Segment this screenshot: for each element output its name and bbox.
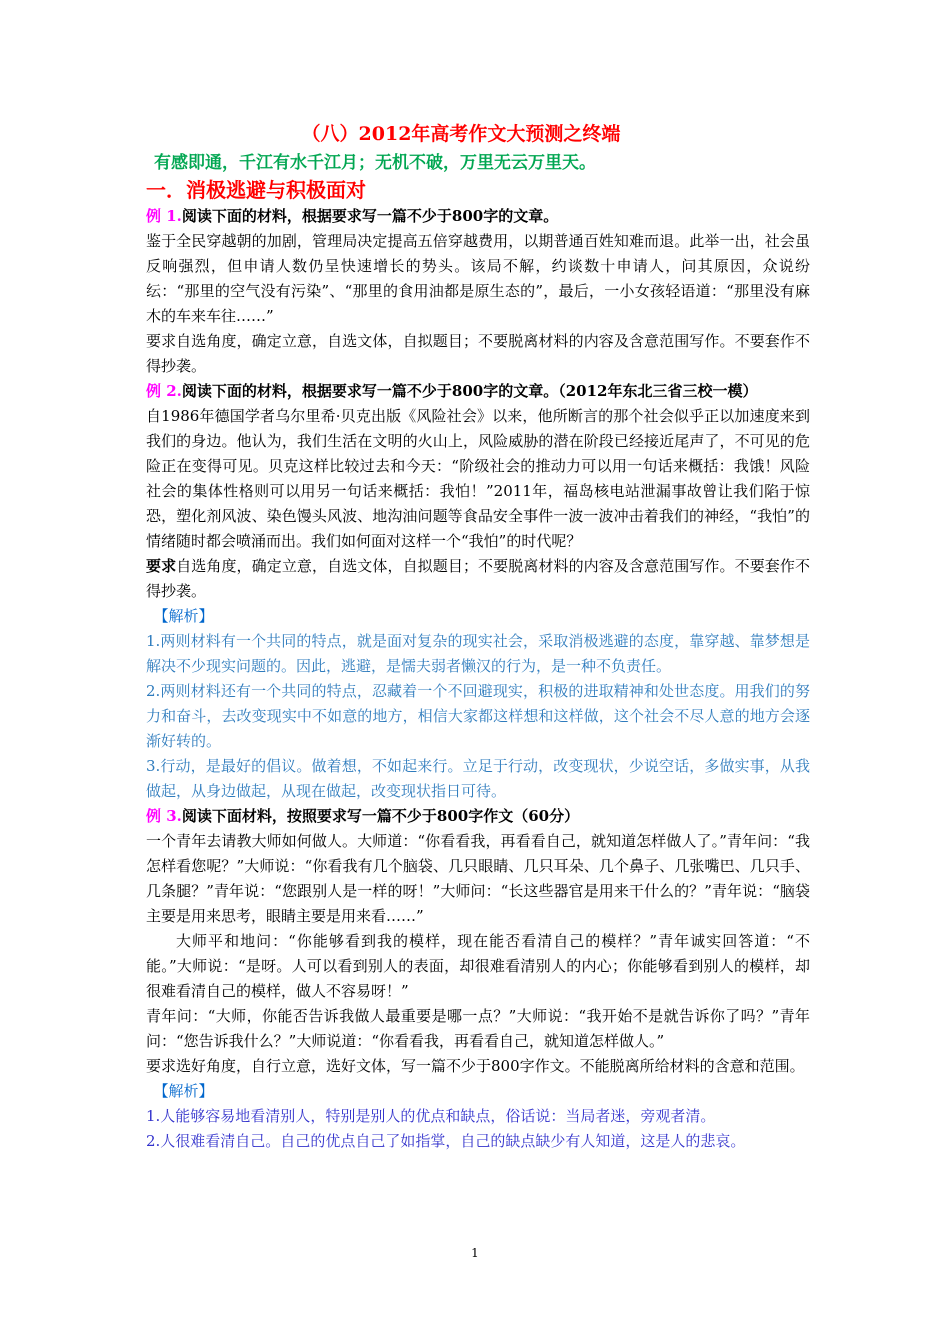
example-2-analysis-label: 【解析】 (153, 607, 214, 625)
page-number: 1 (471, 1246, 479, 1260)
example-3-analysis-label: 【解析】 (153, 1082, 214, 1100)
example-1-question-text: 阅读下面的材料，根据要求写一篇不少于800字的文章。 (181, 207, 559, 225)
example-1-material: 鉴于全民穿越朝的加剧，管理局决定提高五倍穿越费用，以期普通百姓知难而退。此举一出，社会虽反响强烈，但申请人数仍呈快速增长的势头。该局不解，约谈数十申请人，问其原因，众说纷纭：“那里的空气没有污染”、“那里的食用油都是原生态的”，最后，一小女孩轻语道：“那里没有麻木的车来车往……” (146, 232, 810, 325)
example-2-question-text: 阅读下面的材料，根据要求写一篇不少于800字的文章。（2012年东北三省三校一模） (181, 382, 758, 400)
example-3-question-text: 阅读下面材料，按照要求写一篇不少于800字作文（60分） (181, 807, 580, 825)
document-title: （八）2012年高考作文大预测之终端 (301, 123, 621, 145)
example-1-label: 例 1. (146, 207, 182, 225)
example-2-question (146, 379, 810, 404)
page-content (146, 120, 810, 1154)
example-3-question (146, 804, 810, 829)
example-2-label: 例 2. (146, 382, 182, 400)
example-2-material: 自1986年德国学者乌尔里希·贝克出版《风险社会》以来，他所断言的那个社会似乎正以加速度来到我们的身边。他认为，我们生活在文明的火山上，风险威胁的潜在阶段已经接近尾声了，不可见的危险正在变得可见。贝克这样比较过去和今天：“阶级社会的推动力可以用一句话来概括：我饿！风险社会的集体性格则可以用另一句话来概括：我怕！”2011年，福岛核电站泄漏事故曾让我们陷于惊恐，塑化剂风波、染色馒头风波、地沟油问题等食品安全事件一波一波冲击着我们的神经，“我怕”的情绪随时都会喷涌而出。我们如何面对这样一个“我怕”的时代呢？ (146, 407, 810, 550)
example-3-paragraph-2: 大师平和地问：“你能够看到我的模样，现在能否看清自己的模样？”青年诚实回答道：“不能。”大师说：“是呀。人可以看到别人的表面，却很难看清别人的内心；你能够看到别人的模样，却很难看清自己的模样，做人不容易呀！” (146, 932, 810, 1000)
example-3-analysis-2: 2.人很难看清自己。自己的优点自己了如指掌，自己的缺点缺少有人知道，这是人的悲哀。 (146, 1132, 746, 1150)
example-3-label: 例 3. (146, 807, 182, 825)
example-2-requirement-text: 自选角度，确定立意，自选文体，自拟题目；不要脱离材料的内容及含意范围写作。不要套作不得抄袭。 (146, 557, 810, 600)
example-2-requirement-bold: 要求 (146, 557, 177, 575)
example-2-analysis-3: 3.行动，是最好的倡议。做着想，不如起来行。立足于行动，改变现状，少说空话，多做实事，从我做起，从身边做起，从现在做起，改变现状指日可待。 (146, 757, 810, 800)
example-3-paragraph-1: 一个青年去请教大师如何做人。大师道：“你看看我，再看看自己，就知道怎样做人了。”青年问：“我怎样看您呢？”大师说：“你看我有几个脑袋、几只眼睛、几只耳朵、几个鼻子、几张嘴巴、几只手、几条腿？”青年说：“您跟别人是一样的呀！”大师问：“长这些器官是用来干什么的？”青年说：“脑袋主要是用来思考，眼睛主要是用来看……” (146, 832, 810, 925)
example-1-requirement: 要求自选角度，确定立意，自选文体，自拟题目；不要脱离材料的内容及含意范围写作。不要套作不得抄袭。 (146, 332, 810, 375)
example-2-analysis-2: 2.两则材料还有一个共同的特点，忍藏着一个不回避现实，积极的进取精神和处世态度。用我们的努力和奋斗，去改变现实中不如意的地方，相信大家都这样想和这样做，这个社会不尽人意的地方会逐渐好转的。 (146, 682, 810, 750)
example-3-analysis-1: 1.人能够容易地看清别人，特别是别人的优点和缺点，俗话说：当局者迷，旁观者清。 (146, 1107, 716, 1125)
section-heading-1: 一．消极逃避与积极面对 (146, 178, 366, 202)
example-2-requirement (146, 554, 810, 604)
example-1-question (146, 204, 810, 229)
example-3-paragraph-3: 青年问：“大师，你能否告诉我做人最重要是哪一点？”大师说：“我开始不是就告诉你了吗？”青年问：“您告诉我什么？”大师说道：“你看看我，再看看自己，就知道怎样做人。” (146, 1007, 810, 1050)
motto: 有感即通，千江有水千江月；无机不破，万里无云万里天。 (154, 153, 596, 173)
example-2-analysis-1: 1.两则材料有一个共同的特点，就是面对复杂的现实社会，采取消极逃避的态度，靠穿越、靠梦想是解决不少现实问题的。因此，逃避，是懦夫弱者懒汉的行为，是一种不负责任。 (146, 632, 810, 675)
example-3-requirement: 要求选好角度，自行立意，选好文体，写一篇不少于800字作文。不能脱离所给材料的含意和范围。 (146, 1057, 805, 1075)
